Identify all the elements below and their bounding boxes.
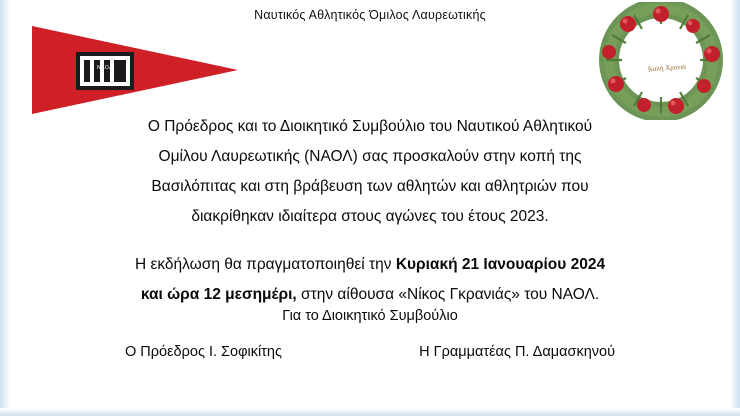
wreath-caption: Καλή Χρονιά <box>647 62 687 74</box>
club-burgee-logo <box>28 22 258 117</box>
event-date-prefix: Η εκδήλωση θα πραγματοποιηθεί την <box>134 256 396 273</box>
burgee-badge-label: ΝΑΟΛ <box>97 65 113 71</box>
invitation-paragraph-1 <box>70 112 670 232</box>
paragraph-1-line: Βασιλόπιτας και στη βράβευση των αθλητών και αθλητριών που <box>151 178 589 195</box>
invitation-body <box>70 112 670 310</box>
signature-title: Για το Διοικητικό Συμβούλιο <box>282 308 458 324</box>
page-border-right <box>730 0 740 416</box>
page-border-left <box>0 0 10 416</box>
page-border-bottom <box>0 408 740 416</box>
signature-block <box>70 308 670 360</box>
christmas-wreath-decoration <box>592 2 730 120</box>
invitation-paragraph-2 <box>70 250 670 310</box>
club-name-header: Ναυτικός Αθλητικός Όμιλος Λαυρεωτικής <box>254 8 486 22</box>
signature-secretary: Η Γραμματέας Π. Δαμασκηνού <box>419 344 615 360</box>
signature-row <box>70 344 670 360</box>
event-date-line <box>70 250 670 280</box>
paragraph-1-line: Ο Πρόεδρος και το Διοικητικό Συμβούλιο του Ναυτικού Αθλητικού <box>147 118 593 135</box>
event-time-line <box>70 280 670 310</box>
signature-president: Ο Πρόεδρος Ι. Σοφικίτης <box>125 344 282 360</box>
event-time-value: και ώρα 12 μεσημέρι, <box>140 286 297 303</box>
paragraph-1-line: διακρίθηκαν ιδιαίτερα στους αγώνες του έτους 2023. <box>191 208 549 225</box>
paragraph-1-line: Ομίλου Λαυρεωτικής (ΝΑΟΛ) σας προσκαλούν στην κοπή της <box>158 148 582 165</box>
event-venue-value: στην αίθουσα «Νίκος Γκρανιάς» του ΝΑΟΛ. <box>296 286 600 303</box>
event-date-value: Κυριακή 21 Ιανουαρίου 2024 <box>395 256 606 273</box>
